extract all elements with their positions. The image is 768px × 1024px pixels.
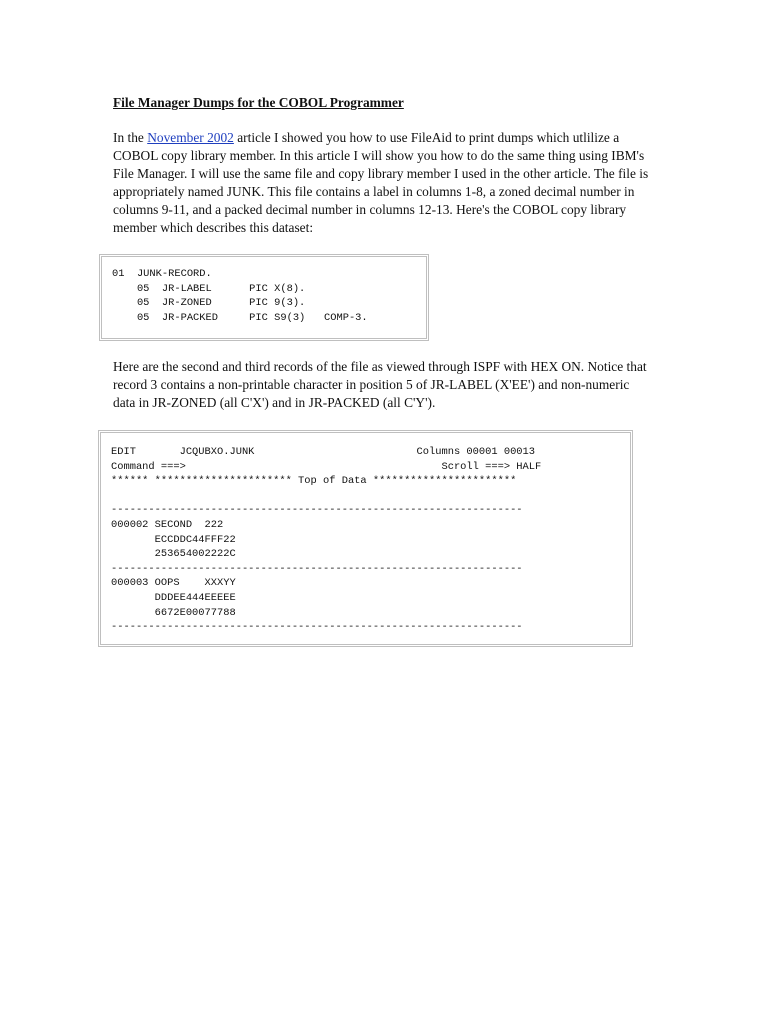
records-paragraph-wrap: [113, 358, 653, 412]
ispf-command-line: Command ===> Scroll ===> HALF: [111, 460, 542, 473]
ispf-record-line: 000002 SECOND 222: [111, 518, 224, 531]
ispf-hex-line: ECCDDC44FFF22: [111, 533, 236, 546]
code-line: 05 JR-LABEL PIC X(8).: [112, 282, 306, 295]
ispf-separator: ------------------------------------------------------------------: [111, 621, 523, 634]
intro-text-rest: article I showed you how to use FileAid to print dumps which utlilize a COBOL copy library member. In this article I will show you how to do the same thing using IBM's File Manager. I will use the same file and copy library member I used in the other article. The file is appropriately named JUNK. This file contains a label in columns 1-8, a zoned decimal number in columns 9-11, and a packed decimal number in columns 12-13. Here's the COBOL copy library member which describes this dataset:: [113, 130, 649, 235]
records-paragraph: Here are the second and third records of the file as viewed through ISPF with HEX ON. Notice that record 3 contains a non-printable character in position 5 of JR-LABEL (X'EE') and non-numeric data in JR-ZONED (all C'X') and in JR-PACKED (all C'Y').: [113, 359, 647, 410]
code-line: 01 JUNK-RECORD.: [112, 268, 212, 280]
code-line: 05 JR-PACKED PIC S9(3) COMP-3.: [112, 311, 368, 324]
article-title: File Manager Dumps for the COBOL Programmer: [113, 95, 404, 110]
ispf-record-line: 000003 OOPS XXXYY: [111, 577, 236, 590]
intro-paragraph: [113, 129, 653, 237]
code-line: 05 JR-ZONED PIC 9(3).: [112, 297, 306, 310]
copybook-code-box: [99, 254, 429, 341]
ispf-screen: [111, 445, 630, 635]
november-2002-link[interactable]: November 2002: [147, 130, 234, 145]
ispf-hex-line: 253654002222C: [111, 548, 236, 561]
copybook-code: [112, 267, 426, 325]
intro-text-start: In the: [113, 130, 148, 145]
ispf-hex-line: 6672E00077788: [111, 606, 236, 619]
ispf-screen-box: [98, 430, 633, 647]
ispf-header-line: EDIT JCQUBXO.JUNK Columns 00001 00013: [111, 446, 536, 458]
ispf-separator: ------------------------------------------------------------------: [111, 562, 523, 575]
article-body: [113, 94, 653, 237]
ispf-hex-line: DDDEE444EEEEE: [111, 591, 236, 604]
ispf-separator: ------------------------------------------------------------------: [111, 504, 523, 517]
ispf-top-of-data: ****** ********************** Top of Data ***********************: [111, 475, 517, 488]
